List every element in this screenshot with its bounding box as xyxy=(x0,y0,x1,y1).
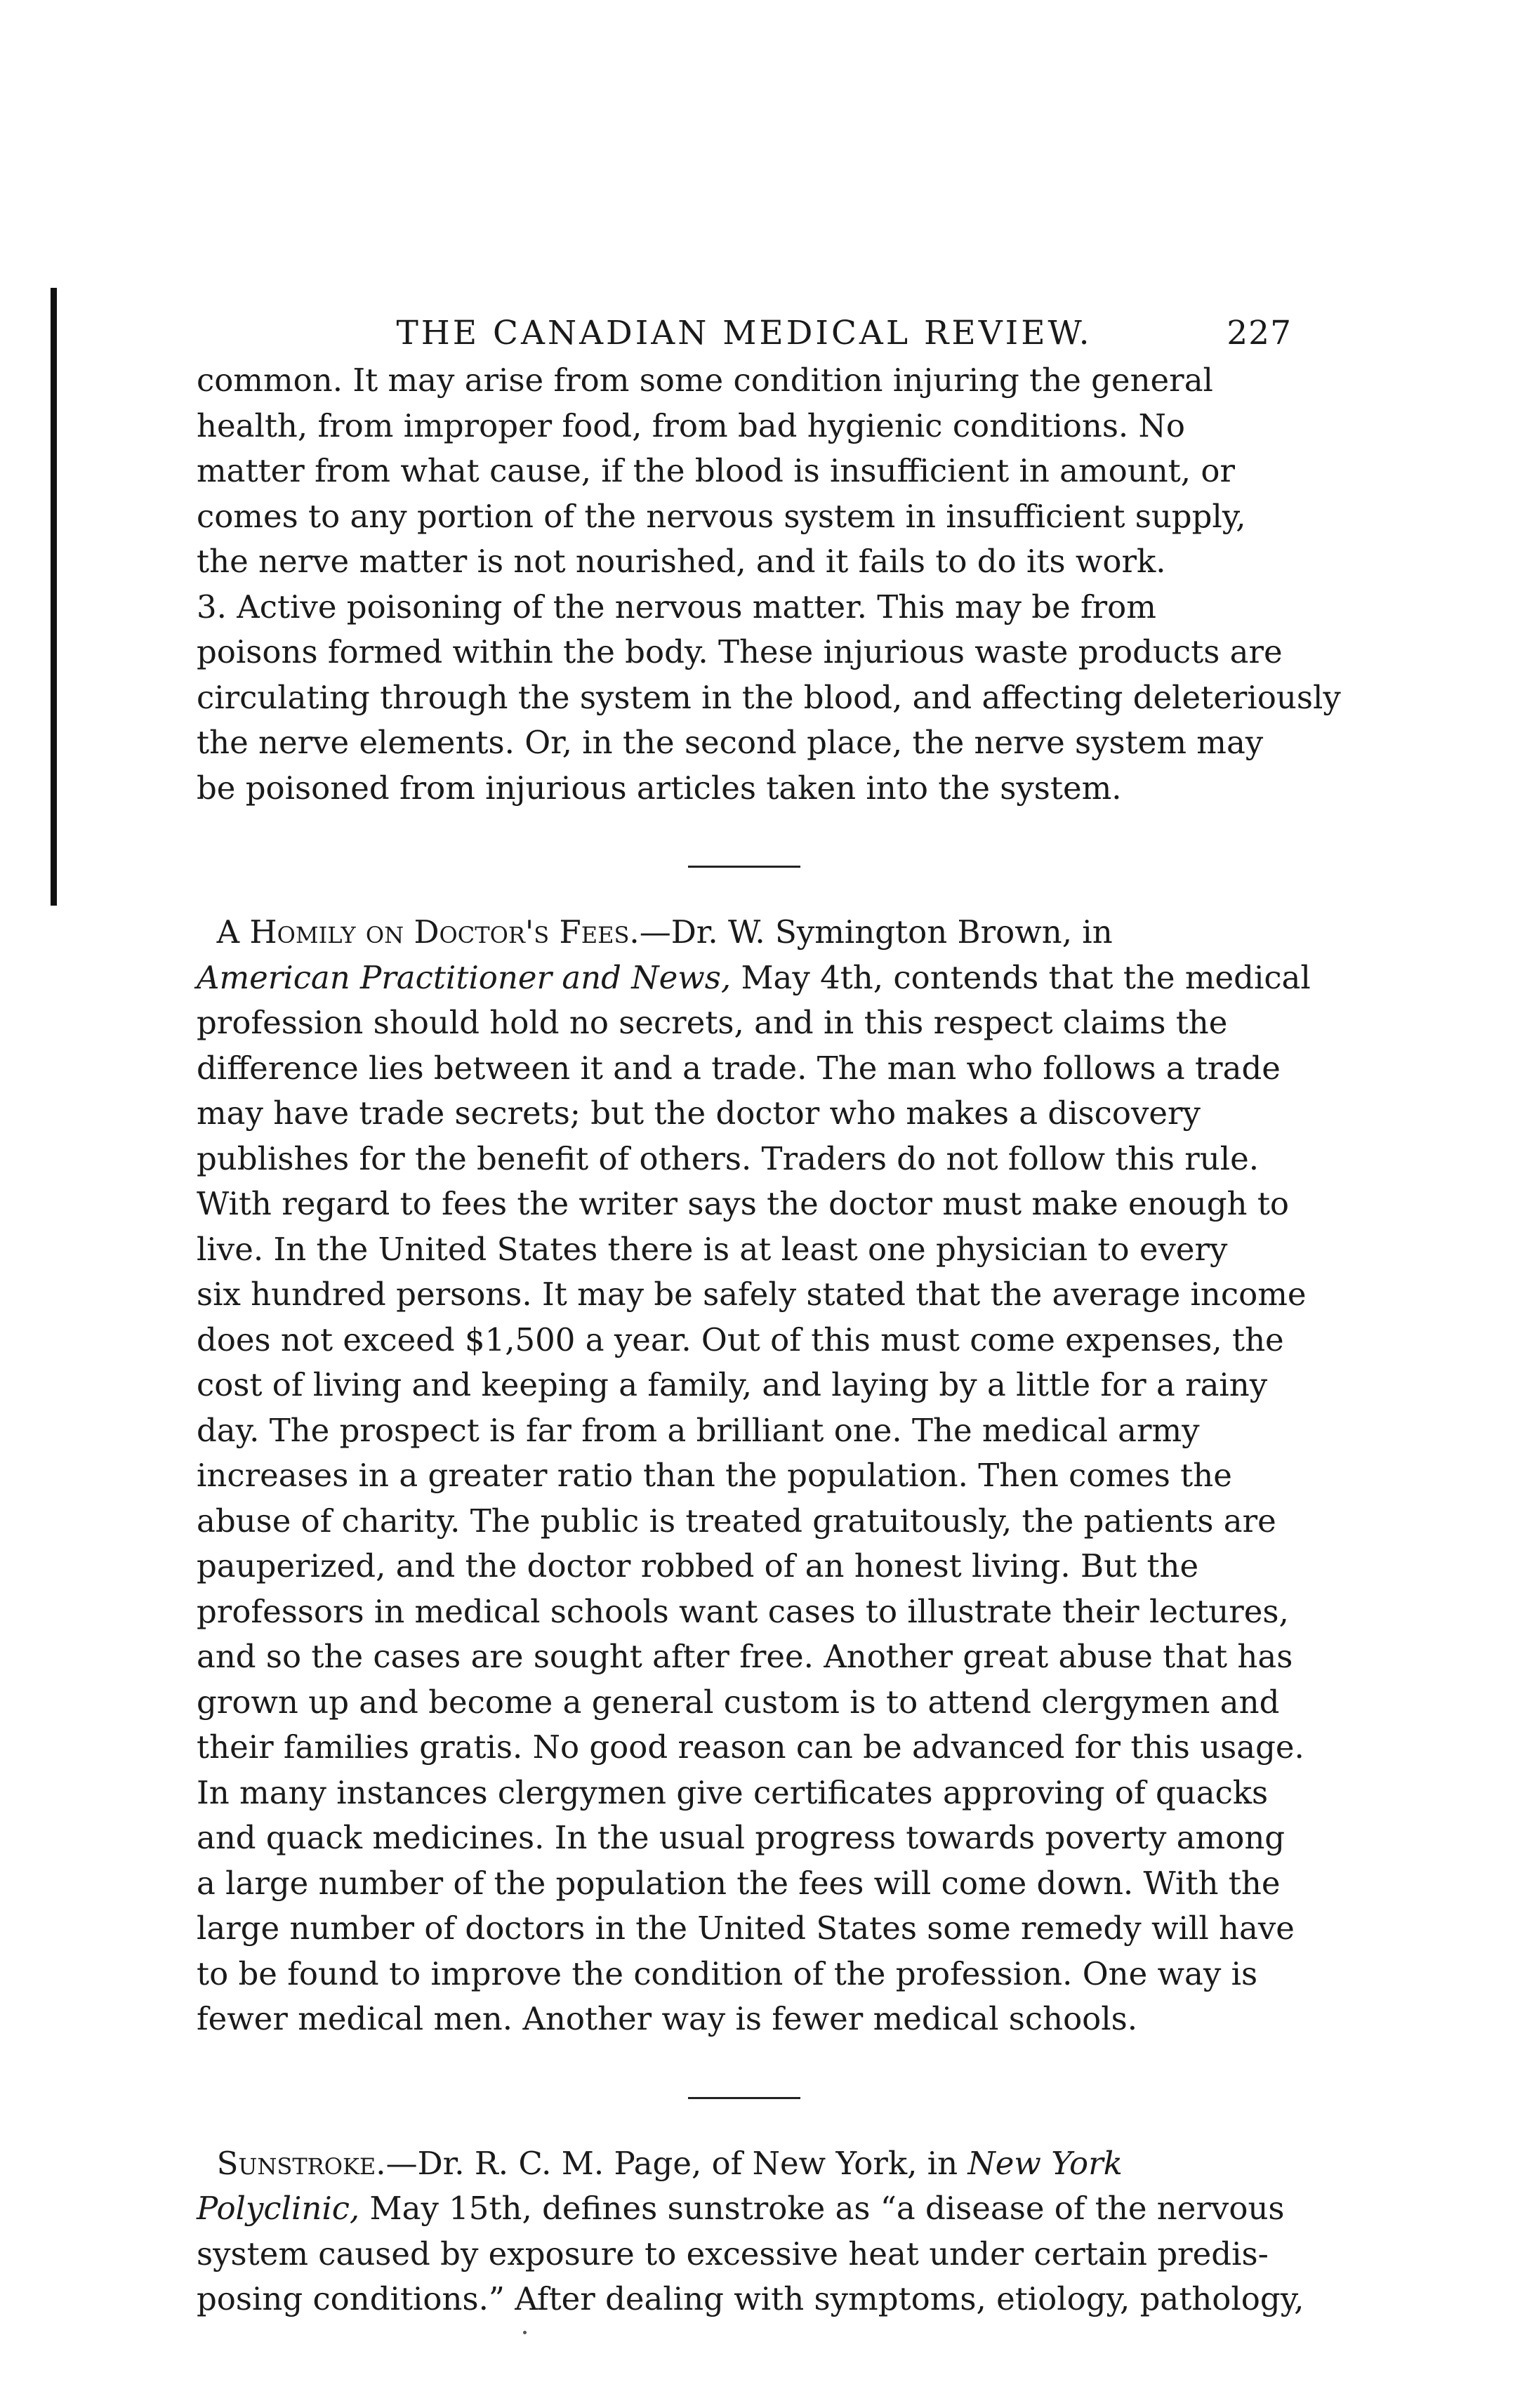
text-line: to be found to improve the condition of the profession. One way is xyxy=(197,1954,1258,1992)
text-line: pauperized, and the doctor robbed of an honest living. But the xyxy=(197,1547,1199,1585)
text-span: —Dr. R. C. M. Page, of New York, in xyxy=(385,2144,968,2182)
text-span: May 15th, defines sunstroke as “a disease of the nervous xyxy=(359,2190,1285,2227)
section-divider xyxy=(688,866,800,868)
text-line: 3. Active poisoning of the nervous matter. This may be from xyxy=(197,588,1156,626)
section-divider xyxy=(688,2097,800,2099)
text-line: six hundred persons. It may be safely stated that the average income xyxy=(197,1276,1307,1313)
text-line xyxy=(197,910,1292,955)
journal-name: American Practitioner and News, xyxy=(197,958,732,996)
text-line: abuse of charity. The public is treated gratuitously, the patients are xyxy=(197,1502,1276,1540)
text-line: may have trade secrets; but the doctor who makes a discovery xyxy=(197,1094,1201,1132)
running-title: THE CANADIAN MEDICAL REVIEW. xyxy=(396,314,1092,352)
text-line: In many instances clergymen give certificates approving of quacks xyxy=(197,1773,1269,1811)
page-content xyxy=(197,309,1341,2322)
text-line: professors in medical schools want cases to illustrate their lectures, xyxy=(197,1592,1289,1630)
journal-name: Polyclinic, xyxy=(197,2190,360,2227)
text-line: their families gratis. No good reason can be advanced for this usage. xyxy=(197,1728,1304,1766)
article-title: Sunstroke. xyxy=(216,2144,386,2182)
text-line: large number of doctors in the United States some remedy will have xyxy=(197,1910,1295,1947)
text-line: the nerve elements. Or, in the second place, the nerve system may xyxy=(197,724,1264,761)
text-line: With regard to fees the writer says the doctor must make enough to xyxy=(197,1185,1289,1222)
text-line: a large number of the population the fees will come down. With the xyxy=(197,1864,1281,1902)
text-line: circulating through the system in the blood, and affecting deleteriously xyxy=(197,678,1341,716)
ink-speck xyxy=(523,2331,527,2334)
binding-margin-bar xyxy=(51,288,57,906)
text-line: health, from improper food, from bad hygienic conditions. No xyxy=(197,406,1186,444)
text-line: increases in a greater ratio than the population. Then comes the xyxy=(197,1457,1232,1494)
text-line: posing conditions.” After dealing with symptoms, etiology, pathology, xyxy=(197,2280,1304,2317)
text-line: the nerve matter is not nourished, and it fails to do its work. xyxy=(197,543,1166,580)
text-line: system caused by exposure to excessive heat under certain predis- xyxy=(197,2235,1269,2273)
text-line: common. It may arise from some condition injuring the general xyxy=(197,362,1213,399)
page-number: 227 xyxy=(1227,314,1292,352)
text-span: —Dr. W. Symington Brown, in xyxy=(639,913,1113,951)
text-line: day. The prospect is far from a brilliant one. The medical army xyxy=(197,1411,1200,1449)
text-line: grown up and become a general custom is to attend clergymen and xyxy=(197,1683,1280,1721)
article-sunstroke xyxy=(197,2141,1304,2322)
text-line: poisons formed within the body. These injurious waste products are xyxy=(197,633,1283,670)
text-line: be poisoned from injurious articles taken into the system. xyxy=(197,769,1122,807)
continued-paragraph xyxy=(197,358,1341,811)
article-homily-on-fees xyxy=(197,910,1311,2042)
text-line: and quack medicines. In the usual progress towards poverty among xyxy=(197,1819,1286,1856)
text-line: live. In the United States there is at least one physician to every xyxy=(197,1230,1228,1268)
text-line: fewer medical men. Another way is fewer medical schools. xyxy=(197,2000,1138,2037)
text-line: difference lies between it and a trade. The man who follows a trade xyxy=(197,1049,1281,1087)
text-line: profession should hold no secrets, and in this respect claims the xyxy=(197,1004,1228,1041)
running-header xyxy=(197,309,1292,358)
article-title: A Homily on Doctor's Fees. xyxy=(216,913,640,951)
text-line xyxy=(197,2141,1292,2187)
journal-name: New York xyxy=(967,2144,1123,2182)
text-span: May 4th, contends that the medical xyxy=(731,958,1311,996)
text-line: comes to any portion of the nervous system in insufficient supply, xyxy=(197,497,1246,535)
text-line: matter from what cause, if the blood is insufficient in amount, or xyxy=(197,452,1235,489)
text-line: and so the cases are sought after free. Another great abuse that has xyxy=(197,1638,1293,1675)
text-line xyxy=(197,2186,1292,2232)
text-line: cost of living and keeping a family, and laying by a little for a rainy xyxy=(197,1366,1268,1403)
text-line xyxy=(197,955,1311,1001)
text-line: publishes for the benefit of others. Traders do not follow this rule. xyxy=(197,1139,1260,1177)
text-line: does not exceed $1,500 a year. Out of this must come expenses, the xyxy=(197,1321,1284,1358)
